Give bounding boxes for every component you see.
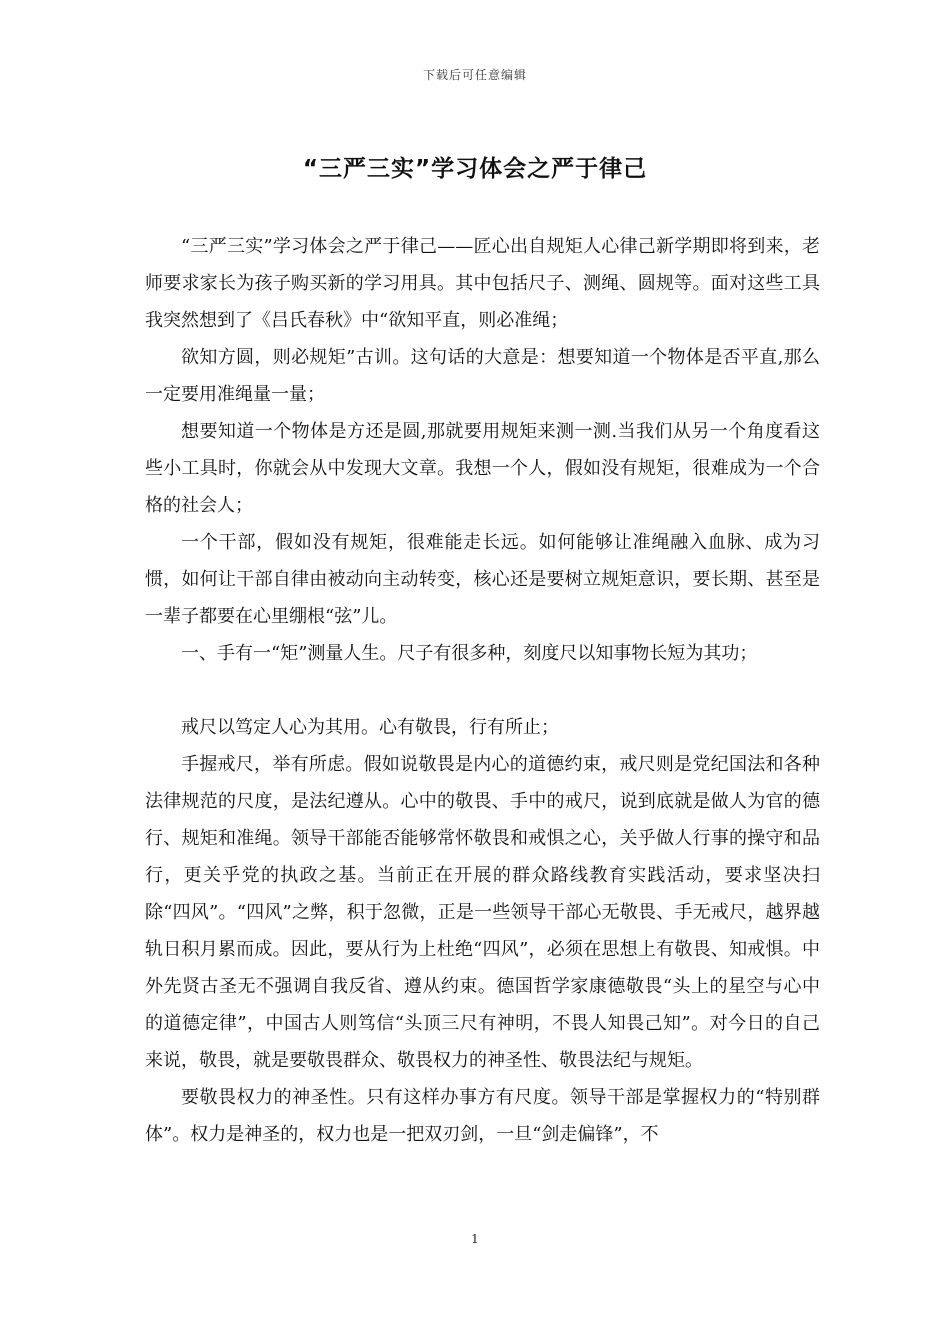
paragraph: 一个干部，假如没有规矩，很难能走长远。如何能够让准绳融入血脉、成为习惯，如何让干部自律由被动向主动转变，核心还是要树立规矩意识，要长期、甚至是一辈子都要在心里绷根“弦”儿。 — [145, 532, 820, 627]
paragraph: 欲知方圆，则必规矩”古训。这句话的大意是：想要知道一个物体是否平直,那么一定要用准绳量一量； — [145, 347, 820, 405]
page-number: 1 — [471, 1232, 479, 1246]
document-title: “三严三实”学习体会之严于律己 — [302, 156, 648, 182]
document-body — [145, 228, 820, 1153]
paragraph: 想要知道一个物体是方还是圆,那就要用规矩来测一测.当我们从另一个角度看这些小工具时，你就会从中发现大文章。我想一个人，假如没有规矩，很难成为一个合格的社会人； — [145, 421, 820, 516]
paragraph: 要敬畏权力的神圣性。只有这样办事方有尺度。领导干部是掌握权力的“特别群体”。权力是神圣的，权力也是一把双刃剑，一旦“剑走偏锋”，不 — [145, 1087, 820, 1145]
paragraph: 一、手有一“矩”测量人生。尺子有很多种，刻度尺以知事物长短为其功； — [181, 643, 758, 664]
paragraph: 手握戒尺，举有所虑。假如说敬畏是内心的道德约束，戒尺则是党纪国法和各种法律规范的尺度，是法纪遵从。心中的敬畏、手中的戒尺，说到底就是做人为官的德行、规矩和准绳。领导干部能否能够常怀敬畏和戒惧之心，关乎做人行事的操守和品行，更关乎党的执政之基。当前正在开展的群众路线教育实践活动，要求坚决扫除“四风”。“四风”之弊，积于忽微，正是一些领导干部心无敬畏、手无戒尺，越界越轨日积月累而成。因此，要从行为上杜绝“四风”，必须在思想上有敬畏、知戒惧。中外先贤古圣无不强调自我反省、遵从约束。德国哲学家康德敬畏“头上的星空与心中的道德定律”，中国古人则笃信“头顶三尺有神明，不畏人知畏己知”。对今日的自己来说，敬畏，就是要敬畏群众、敬畏权力的神圣性、敬畏法纪与规矩。 — [145, 754, 820, 1071]
paragraph: 戒尺以笃定人心为其用。心有敬畏，行有所止； — [181, 717, 559, 738]
paragraph: “三严三实”学习体会之严于律己——匠心出自规矩人心律己新学期即将到来，老师要求家长为孩子购买新的学习用具。其中包括尺子、测绳、圆规等。面对这些工具我突然想到了《吕氏春秋》中“欲知平直，则必准绳； — [145, 236, 820, 331]
header-note: 下载后可任意编辑 — [422, 68, 527, 82]
